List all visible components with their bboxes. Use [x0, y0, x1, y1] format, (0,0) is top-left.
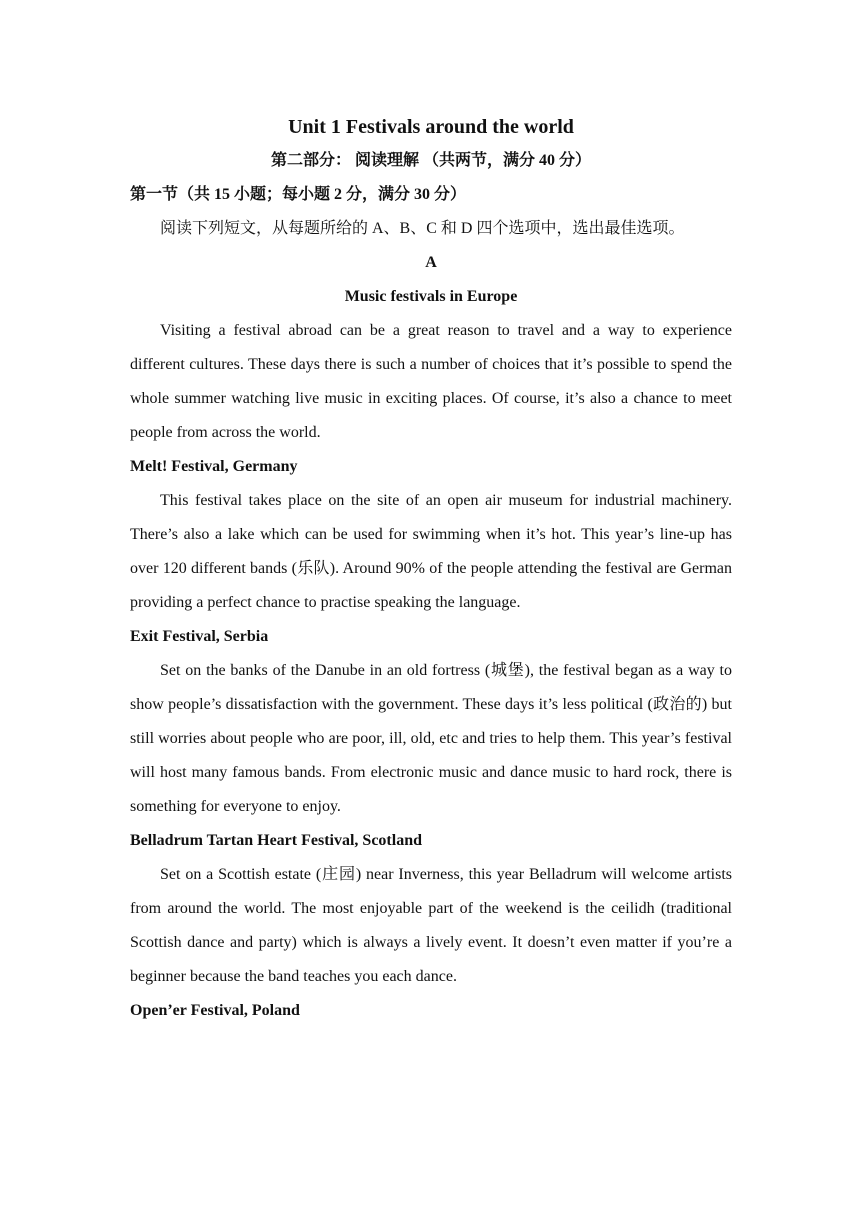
section-heading: 第一节（共 15 小题；每小题 2 分，满分 30 分） [130, 186, 467, 203]
part-heading: 第二部分： 阅读理解 （共两节，满分 40 分） [270, 152, 591, 169]
festival-paragraph-belladrum: Set on a Scottish estate (庄园) near Inverness, this year Belladrum will welcome artists from around the world. The most enjoyable part of the weekend is the ceilidh (traditional Scottish dance and party) which is always a lively event. It doesn’t even matter if you’re a beginner because the band teaches you each dance. [130, 866, 732, 985]
festival-heading-belladrum: Belladrum Tartan Heart Festival, Scotland [130, 832, 422, 849]
intro-paragraph: Visiting a festival abroad can be a great reason to travel and a way to experience different cultures. These days there is such a number of choices that it’s possible to spend the whole summer watching live music in exciting places. Of course, it’s also a chance to meet people from across the world. [130, 322, 732, 441]
passage-title: Music festivals in Europe [344, 288, 518, 305]
festival-paragraph-exit: Set on the banks of the Danube in an old fortress (城堡), the festival began as a way to show people’s dissatisfaction with the government. These days it’s less political (政治的) but still worries about people who are poor, ill, old, etc and tries to help them. This year’s festival will host many famous bands. From electronic music and dance music to hard rock, there is something for everyone to enjoy. [130, 662, 732, 815]
passage-label: A [425, 254, 437, 271]
festival-heading-exit: Exit Festival, Serbia [130, 628, 269, 645]
festival-heading-melt: Melt! Festival, Germany [130, 458, 298, 475]
festival-heading-opener: Open’er Festival, Poland [130, 1002, 300, 1019]
festival-paragraph-melt: This festival takes place on the site of an open air museum for industrial machinery. There’s also a lake which can be used for swimming when it’s hot. This year’s line-up has over 120 different bands (乐队). Around 90% of the people attending the festival are German providing a perfect chance to practise speaking the language. [130, 492, 732, 611]
instructions: 阅读下列短文，从每题所给的 A、B、C 和 D 四个选项中，选出最佳选项。 [160, 220, 685, 237]
document-content [130, 110, 732, 1028]
document-title: Unit 1 Festivals around the world [288, 116, 574, 138]
